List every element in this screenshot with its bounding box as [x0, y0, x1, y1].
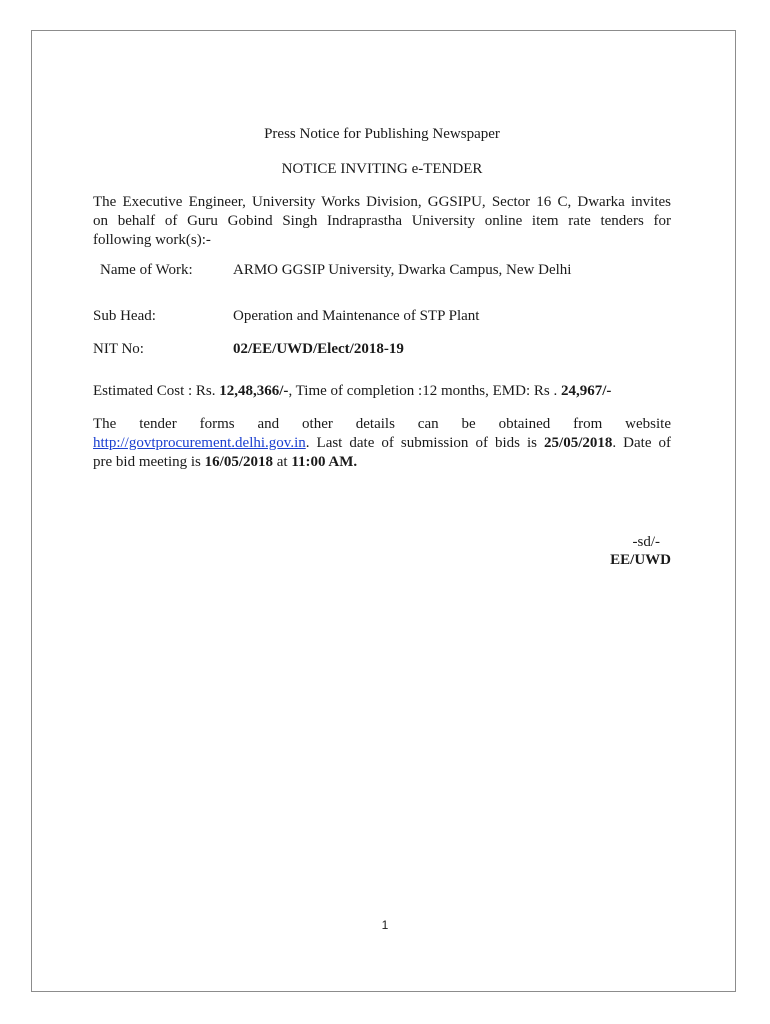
intro-line-1: The Executive Engineer, University Works Division, GGSIPU, Sector 16 C, Dwarka invites [93, 194, 671, 210]
emd-amount: 24,967/- [560, 383, 612, 399]
cost-middle: , Time of completion :12 months, EMD: Rs . [288, 383, 561, 399]
nit-value: 02/EE/UWD/Elect/2018-19 [233, 341, 404, 357]
name-of-work-value: ARMO GGSIP University, Dwarka Campus, New Delhi [233, 262, 572, 278]
meeting-at: at [273, 454, 292, 470]
details-line-2 [93, 434, 671, 453]
last-date-value: 25/05/2018 [544, 435, 613, 451]
meeting-time-value: 11:00 AM. [291, 454, 358, 470]
sub-head-label: Sub Head: [93, 308, 156, 324]
details-after-date: . Date of [612, 435, 672, 451]
details-line-1: The tender forms and other details can be obtained from website [93, 416, 671, 432]
name-of-work-label: Name of Work: [100, 262, 193, 278]
estimated-cost-line [93, 382, 671, 401]
cost-amount: 12,48,366/- [219, 383, 289, 399]
details-paragraph [93, 415, 671, 472]
intro-line-3: following work(s):- [93, 232, 211, 248]
sub-head-value: Operation and Maintenance of STP Plant [233, 308, 480, 324]
cost-prefix: Estimated Cost : Rs. [93, 383, 220, 399]
procurement-website-link[interactable]: http://govtprocurement.delhi.gov.in [93, 435, 306, 451]
signatory-designation: EE/UWD [610, 552, 671, 568]
page-number: 1 [381, 918, 389, 932]
details-line-3 [93, 454, 357, 470]
signature-mark: -sd/- [632, 534, 660, 550]
nit-label: NIT No: [93, 341, 144, 357]
press-notice-title: Press Notice for Publishing Newspaper [264, 126, 500, 142]
notice-heading: NOTICE INVITING e-TENDER [281, 161, 483, 177]
details-after-link: . Last date of submission of bids is [305, 435, 545, 451]
meeting-prefix: pre bid meeting is [93, 454, 205, 470]
meeting-date-value: 16/05/2018 [204, 454, 273, 470]
intro-paragraph [93, 193, 671, 250]
intro-line-2: on behalf of Guru Gobind Singh Indraprastha University online item rate tenders for [93, 213, 671, 229]
